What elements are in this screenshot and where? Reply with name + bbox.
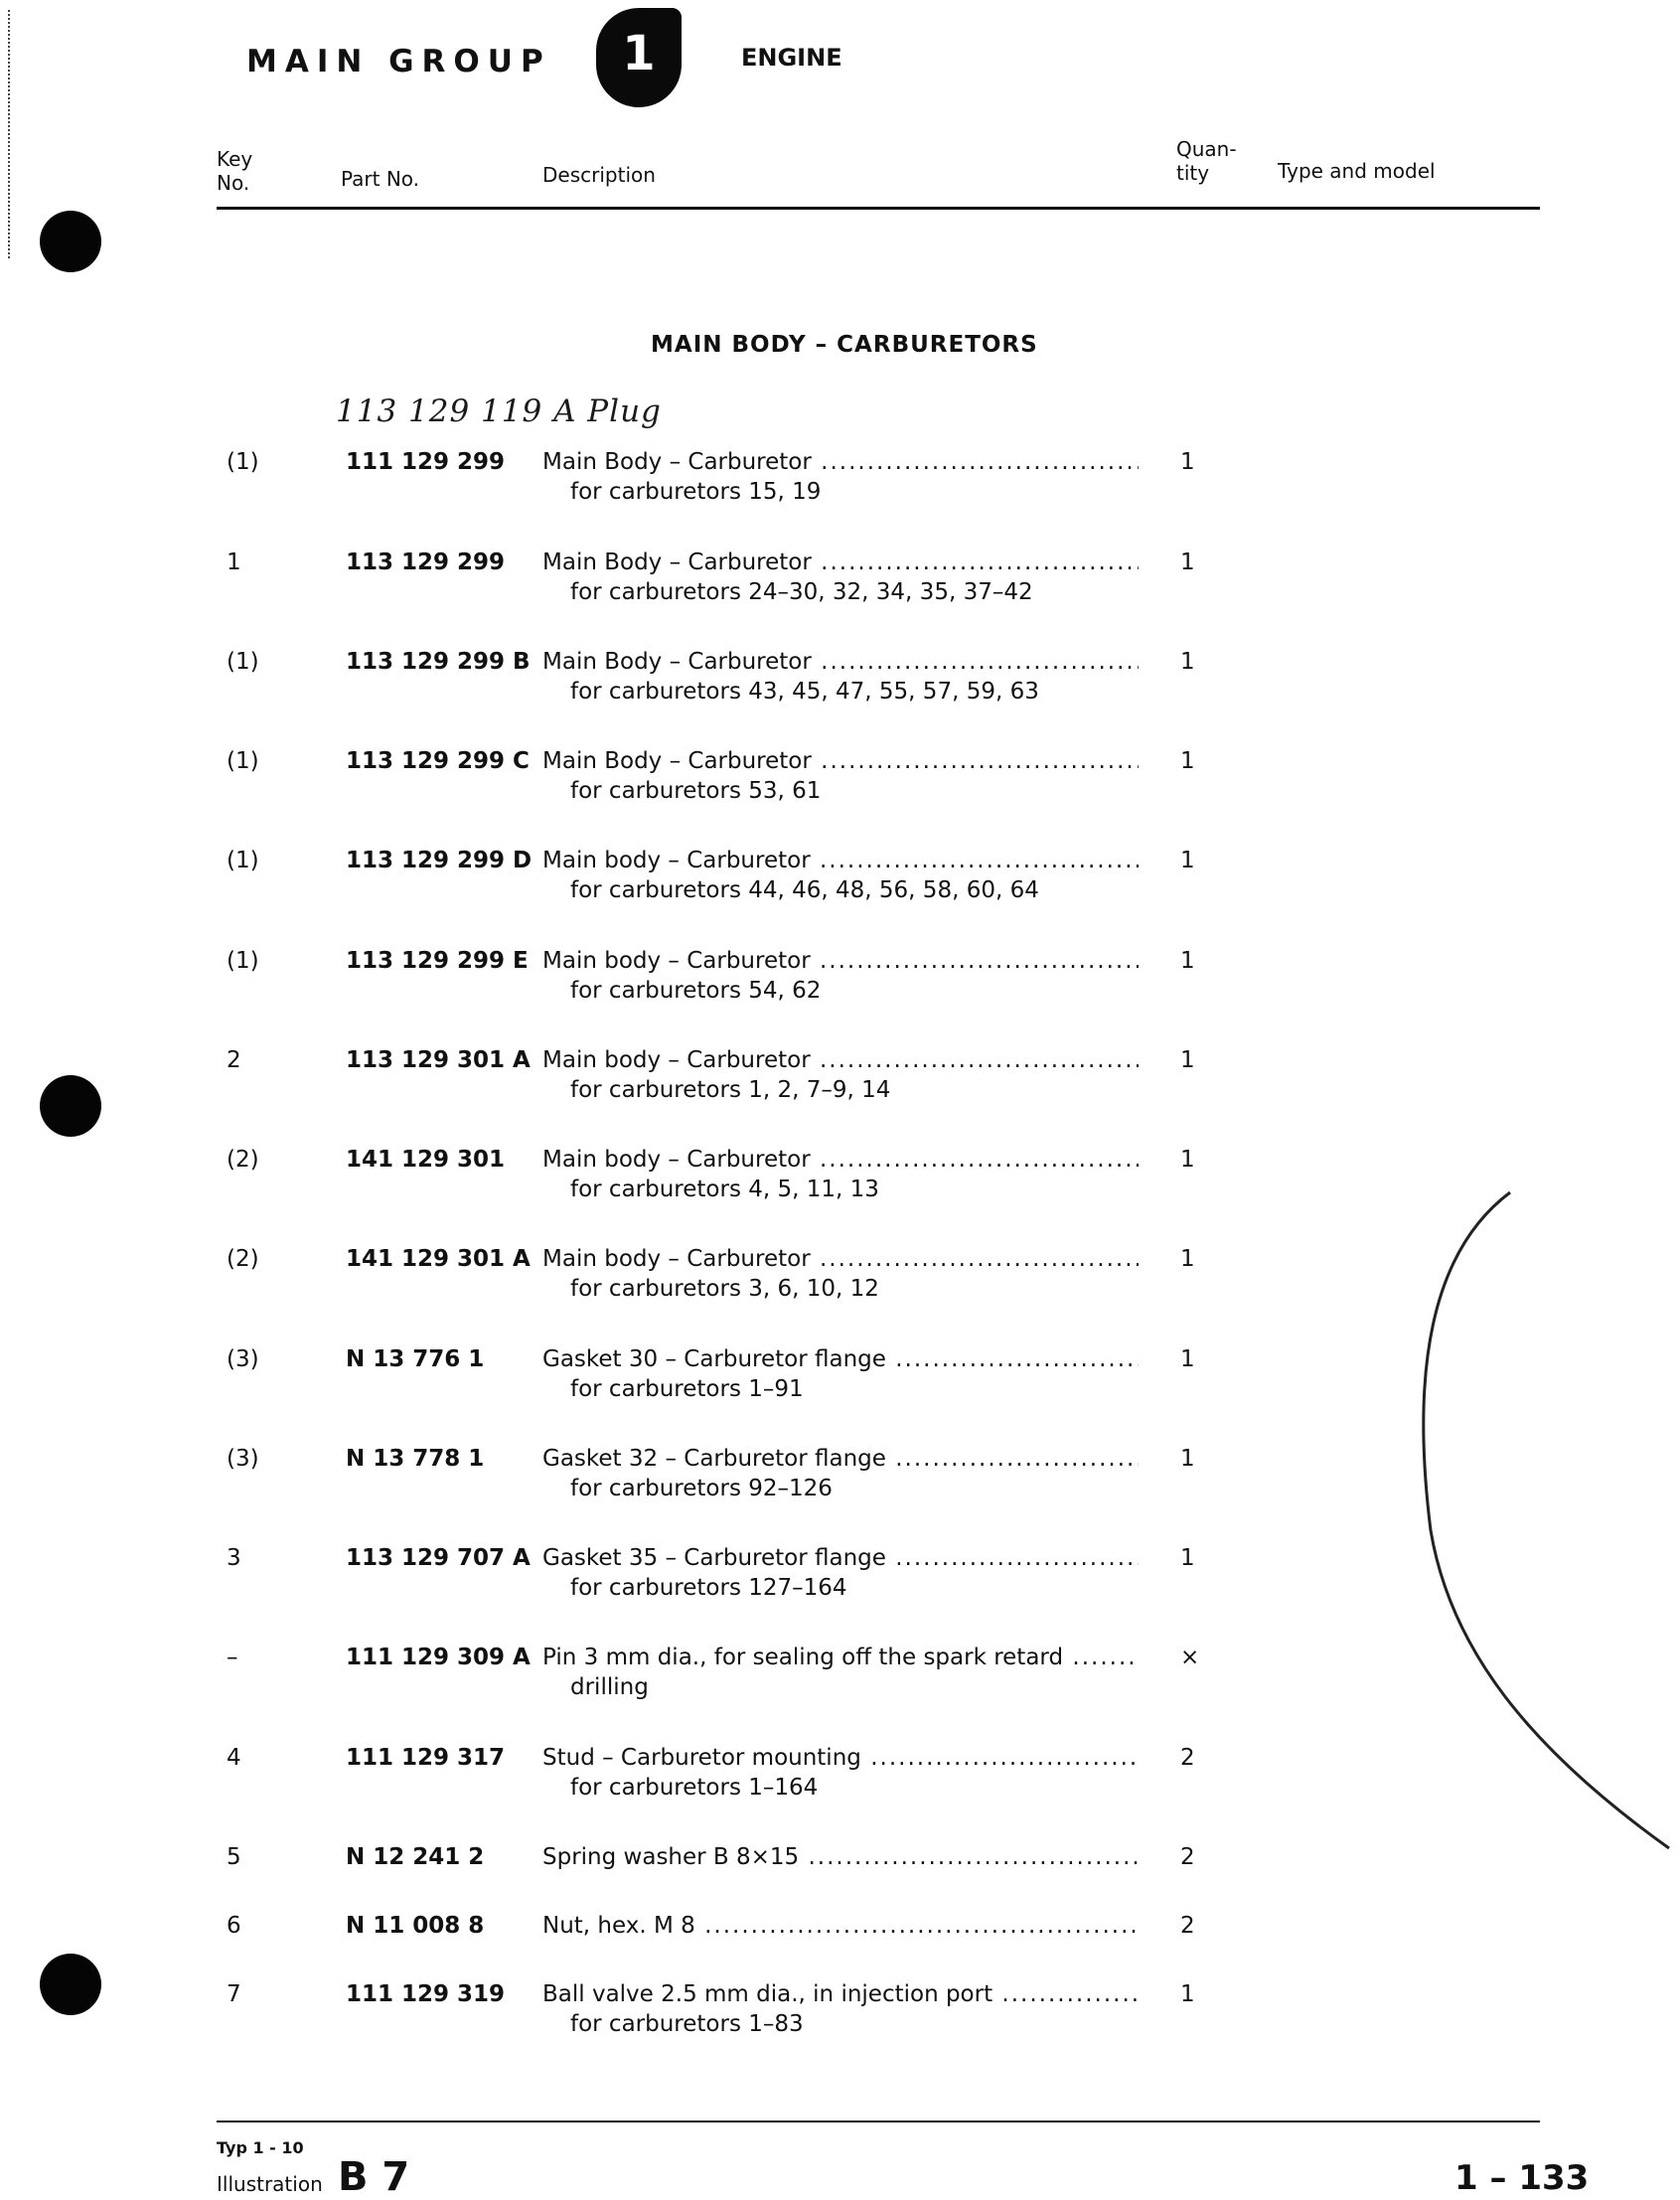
table-row [0,1844,1680,1908]
key-number: 5 [227,1844,241,1870]
page-number: 1 – 133 [1454,2158,1590,2198]
description-detail: for carburetors 92–126 [570,1476,833,1501]
quantity: 1 [1180,1446,1195,1472]
key-number: 2 [227,1047,241,1073]
description-detail: for carburetors 53, 61 [570,778,822,804]
table-row [0,948,1680,1012]
part-number: 111 129 299 [346,449,506,475]
part-number: 141 129 301 [346,1147,506,1173]
description-detail: for carburetors 1, 2, 7–9, 14 [570,1077,891,1103]
quantity: 1 [1180,748,1195,774]
part-number: N 13 776 1 [346,1346,485,1372]
handwritten-note: 113 129 119 A Plug [336,393,662,429]
quantity: 1 [1180,449,1195,475]
quantity: 2 [1180,1745,1195,1771]
description-detail: for carburetors 15, 19 [570,479,822,505]
table-row [0,550,1680,613]
quantity: 1 [1180,1246,1195,1272]
group-number: 1 [622,26,656,81]
description-detail: for carburetors 54, 62 [570,978,822,1004]
part-number: N 11 008 8 [346,1913,485,1939]
key-number: (3) [227,1346,259,1372]
qty-header-line2: tity [1176,161,1210,185]
description-detail: for carburetors 127–164 [570,1575,847,1601]
description: Ball valve 2.5 mm dia., in injection port ..... [542,1981,1139,2007]
table-row [0,1047,1680,1111]
description: Main body – Carburetor ..... [542,1246,1139,1272]
table-row [0,1246,1680,1310]
table-row [0,748,1680,812]
quantity: 1 [1180,550,1195,575]
key-number: (3) [227,1446,259,1472]
section-title: MAIN BODY – CARBURETORS [651,332,1038,358]
part-number: 113 129 707 A [346,1545,531,1571]
column-header-quantity [1176,137,1237,185]
illustration-label: Illustration [217,2172,323,2196]
description-detail: for carburetors 1–83 [570,2011,804,2037]
key-header-line1: Key [217,147,253,171]
key-number: (1) [227,948,259,974]
key-number: (2) [227,1147,259,1173]
description: Main Body – Carburetor ..... [542,748,1139,774]
part-number: 111 129 309 A [346,1645,531,1670]
part-number: N 12 241 2 [346,1844,485,1870]
column-header-part-no: Part No. [341,167,420,191]
description-detail: for carburetors 4, 5, 11, 13 [570,1177,879,1202]
column-header-type-model: Type and model [1278,159,1436,183]
part-number: N 13 778 1 [346,1446,485,1472]
part-number: 113 129 299 E [346,948,529,974]
description: Main Body – Carburetor ..... [542,649,1139,675]
description: Main body – Carburetor ..... [542,848,1139,873]
quantity: 1 [1180,848,1195,873]
group-name: ENGINE [741,44,842,72]
description: Nut, hex. M 8 ..... [542,1913,1139,1939]
description: Stud – Carburetor mounting ..... [542,1745,1139,1771]
quantity: 2 [1180,1844,1195,1870]
table-row [0,1645,1680,1708]
quantity: 1 [1180,948,1195,974]
quantity: 1 [1180,649,1195,675]
quantity: 1 [1180,1047,1195,1073]
description-detail: for carburetors 3, 6, 10, 12 [570,1276,879,1302]
column-header-description: Description [542,163,656,187]
table-row [0,848,1680,911]
model-type-label: Typ 1 - 10 [217,2138,304,2157]
quantity: 1 [1180,1147,1195,1173]
description-detail: for carburetors 43, 45, 47, 55, 57, 59, 63 [570,679,1039,705]
key-number: – [227,1645,238,1670]
table-row [0,1446,1680,1509]
illustration-code: B 7 [338,2154,410,2200]
table-row [0,1545,1680,1609]
key-number: (1) [227,748,259,774]
description: Main Body – Carburetor ..... [542,449,1139,475]
quantity: 1 [1180,1346,1195,1372]
table-row [0,1981,1680,2045]
description: Main body – Carburetor ..... [542,948,1139,974]
description: Gasket 35 – Carburetor flange ..... [542,1545,1139,1571]
key-number: 1 [227,550,241,575]
footer-rule [217,2121,1540,2122]
table-row [0,649,1680,712]
quantity: × [1180,1645,1200,1670]
key-number: (1) [227,449,259,475]
description: Main body – Carburetor ..... [542,1147,1139,1173]
quantity: 2 [1180,1913,1195,1939]
description-detail: for carburetors 24–30, 32, 34, 35, 37–42 [570,579,1033,605]
key-number: 3 [227,1545,241,1571]
table-row [0,1745,1680,1808]
qty-header-line1: Quan- [1176,137,1237,161]
key-number: (1) [227,848,259,873]
key-number: 4 [227,1745,241,1771]
description: Main Body – Carburetor ..... [542,550,1139,575]
description-detail: for carburetors 1–164 [570,1775,819,1801]
part-number: 141 129 301 A [346,1246,531,1272]
key-number: (2) [227,1246,259,1272]
main-group-label: MAIN GROUP [246,44,551,79]
description-detail: for carburetors 1–91 [570,1376,804,1402]
part-number: 111 129 319 [346,1981,506,2007]
header-rule [217,207,1540,210]
description: Pin 3 mm dia., for sealing off the spark retard ..... [542,1645,1139,1670]
group-number-badge [596,8,682,107]
description-detail: for carburetors 44, 46, 48, 56, 58, 60, 64 [570,877,1039,903]
quantity: 1 [1180,1981,1195,2007]
part-number: 113 129 299 [346,550,506,575]
key-header-line2: No. [217,171,250,195]
punch-hole-top [40,211,101,272]
key-number: (1) [227,649,259,675]
part-number: 113 129 299 C [346,748,530,774]
part-number: 113 129 299 D [346,848,533,873]
description-detail: drilling [570,1674,649,1700]
key-number: 7 [227,1981,241,2007]
part-number: 111 129 317 [346,1745,506,1771]
description: Gasket 30 – Carburetor flange ..... [542,1346,1139,1372]
table-row [0,1346,1680,1410]
key-number: 6 [227,1913,241,1939]
table-row [0,1147,1680,1210]
table-row [0,449,1680,513]
table-row [0,1913,1680,1976]
part-number: 113 129 301 A [346,1047,531,1073]
quantity: 1 [1180,1545,1195,1571]
description: Gasket 32 – Carburetor flange ..... [542,1446,1139,1472]
binder-edge-line [8,10,12,258]
part-number: 113 129 299 B [346,649,531,675]
description: Main body – Carburetor ..... [542,1047,1139,1073]
column-header-key [217,147,252,195]
description: Spring washer B 8×15 ..... [542,1844,1139,1870]
